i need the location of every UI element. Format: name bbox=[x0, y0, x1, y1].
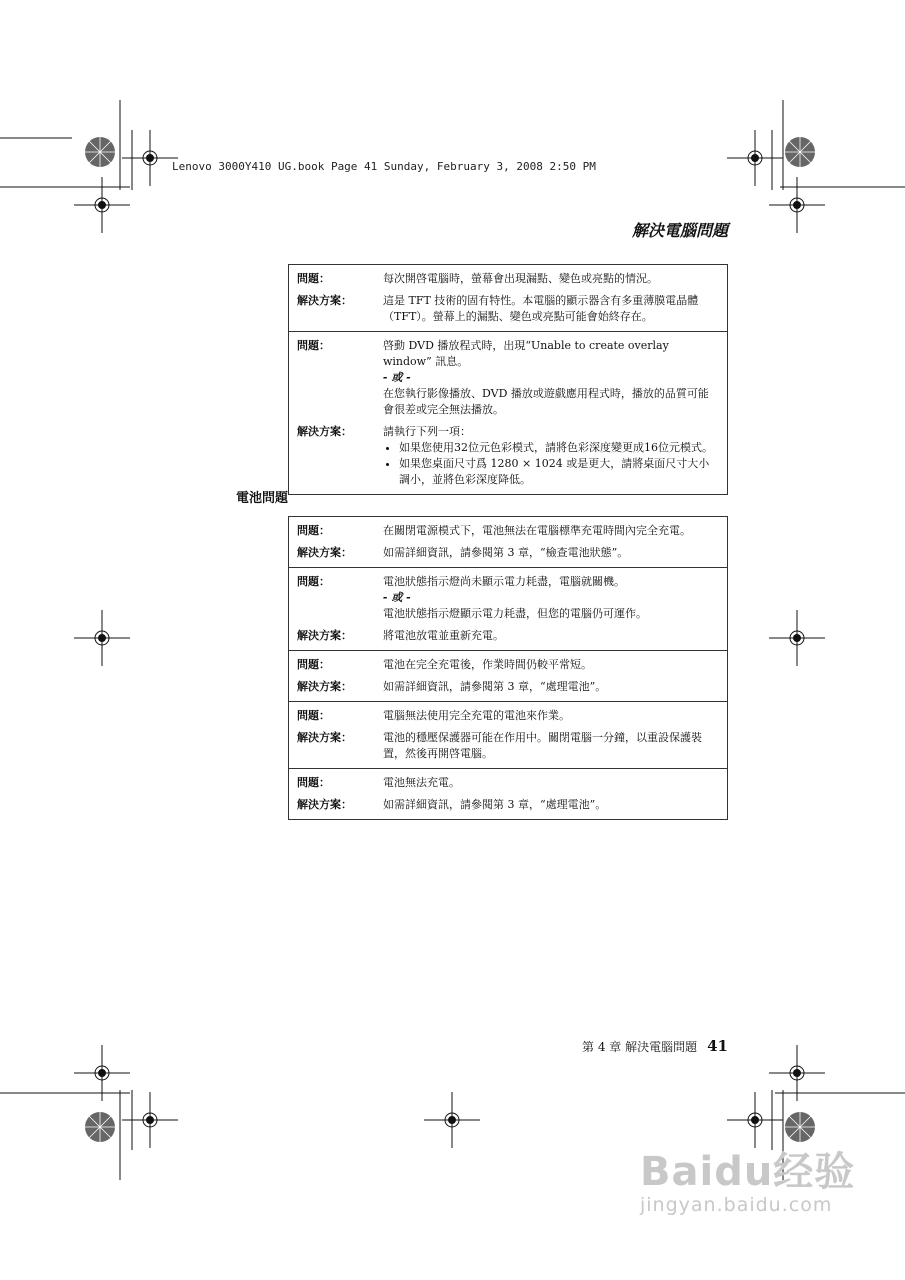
solution-label: 解決方案： bbox=[297, 294, 352, 307]
problem-label: 問題： bbox=[297, 272, 330, 285]
qa-row bbox=[289, 332, 728, 495]
list-item: • 如果您使用32位元色彩模式，請將色彩深度變更成16位元模式。 bbox=[399, 440, 719, 456]
problem-text: 電池無法充電。 bbox=[383, 776, 460, 789]
solution-label: 解決方案： bbox=[297, 546, 352, 559]
problem-label: 問題： bbox=[297, 524, 330, 537]
problem-text: 啓動 DVD 播放程式時，出現“Unable to create overlay window” 訊息。 bbox=[383, 339, 669, 368]
problem-text: 電腦無法使用完全充電的電池來作業。 bbox=[383, 709, 570, 722]
qa-row bbox=[289, 265, 728, 332]
solution-text: 如需詳細資訊，請參閱第 3 章，“檢查電池狀態”。 bbox=[383, 546, 629, 559]
battery-problems-table bbox=[288, 516, 728, 820]
page-footer bbox=[582, 1037, 728, 1055]
solution-text: 將電池放電並重新充電。 bbox=[383, 629, 504, 642]
or-separator: - 或 - bbox=[383, 371, 411, 384]
solution-list bbox=[383, 440, 719, 488]
battery-heading: 電池問題 bbox=[236, 491, 289, 506]
solution-label: 解決方案： bbox=[297, 680, 352, 693]
problem-text: 電池狀態指示燈顯示電力耗盡，但您的電腦仍可運作。 bbox=[383, 607, 647, 620]
problem-label: 問題： bbox=[297, 709, 330, 722]
solution-text: 這是 TFT 技術的固有特性。本電腦的顯示器含有多重薄膜電晶體（TFT）。螢幕上的漏點、變色或亮點可能會始終存在。 bbox=[383, 294, 699, 323]
solution-label: 解決方案： bbox=[297, 731, 352, 744]
or-separator: - 或 - bbox=[383, 591, 411, 604]
problem-label: 問題： bbox=[297, 575, 330, 588]
chapter-title: 第 4 章 解決電腦問題 bbox=[582, 1040, 698, 1054]
problem-text: 在關閉電源模式下，電池無法在電腦標準充電時間內完全充電。 bbox=[383, 524, 691, 537]
solution-text: 如需詳細資訊，請參閱第 3 章，“處理電池”。 bbox=[383, 680, 607, 693]
qa-row bbox=[289, 769, 728, 820]
problem-text: 每次開啓電腦時，螢幕會出現漏點、變色或亮點的情況。 bbox=[383, 272, 658, 285]
solution-text: 電池的穩壓保護器可能在作用中。關閉電腦一分鐘，以重設保護裝置，然後再開啓電腦。 bbox=[383, 731, 702, 760]
watermark bbox=[640, 1150, 855, 1216]
problem-label: 問題： bbox=[297, 658, 330, 671]
solution-label: 解決方案： bbox=[297, 425, 352, 438]
display-problems-table bbox=[288, 264, 728, 495]
list-item: • 如果您桌面尺寸爲 1280 × 1024 或是更大，請將桌面尺寸大小調小，並將色彩深度降低。 bbox=[399, 456, 719, 488]
section-title: 解決電腦問題 bbox=[631, 221, 728, 240]
qa-row bbox=[289, 651, 728, 702]
problem-label: 問題： bbox=[297, 339, 330, 352]
watermark-url: jingyan.baidu.com bbox=[640, 1194, 833, 1216]
problem-text: 電池狀態指示燈尚未顯示電力耗盡，電腦就關機。 bbox=[383, 575, 625, 588]
print-info: Lenovo 3000Y410 UG.book Page 41 Sunday, February 3, 2008 2:50 PM bbox=[172, 160, 596, 173]
qa-row bbox=[289, 702, 728, 769]
watermark-logo: Baidu经验 bbox=[640, 1149, 856, 1195]
qa-row bbox=[289, 568, 728, 651]
problem-label: 問題： bbox=[297, 776, 330, 789]
page-number: 41 bbox=[707, 1037, 728, 1055]
problem-text: 在您執行影像播放、DVD 播放或遊戲應用程式時，播放的品質可能會很差或完全無法播放。 bbox=[383, 387, 709, 416]
solution-text: 如需詳細資訊，請參閱第 3 章，“處理電池”。 bbox=[383, 798, 607, 811]
solution-label: 解決方案： bbox=[297, 798, 352, 811]
problem-text: 電池在完全充電後，作業時間仍較平常短。 bbox=[383, 658, 592, 671]
solution-label: 解決方案： bbox=[297, 629, 352, 642]
qa-row bbox=[289, 517, 728, 568]
solution-intro: 請執行下列一項： bbox=[383, 425, 471, 438]
